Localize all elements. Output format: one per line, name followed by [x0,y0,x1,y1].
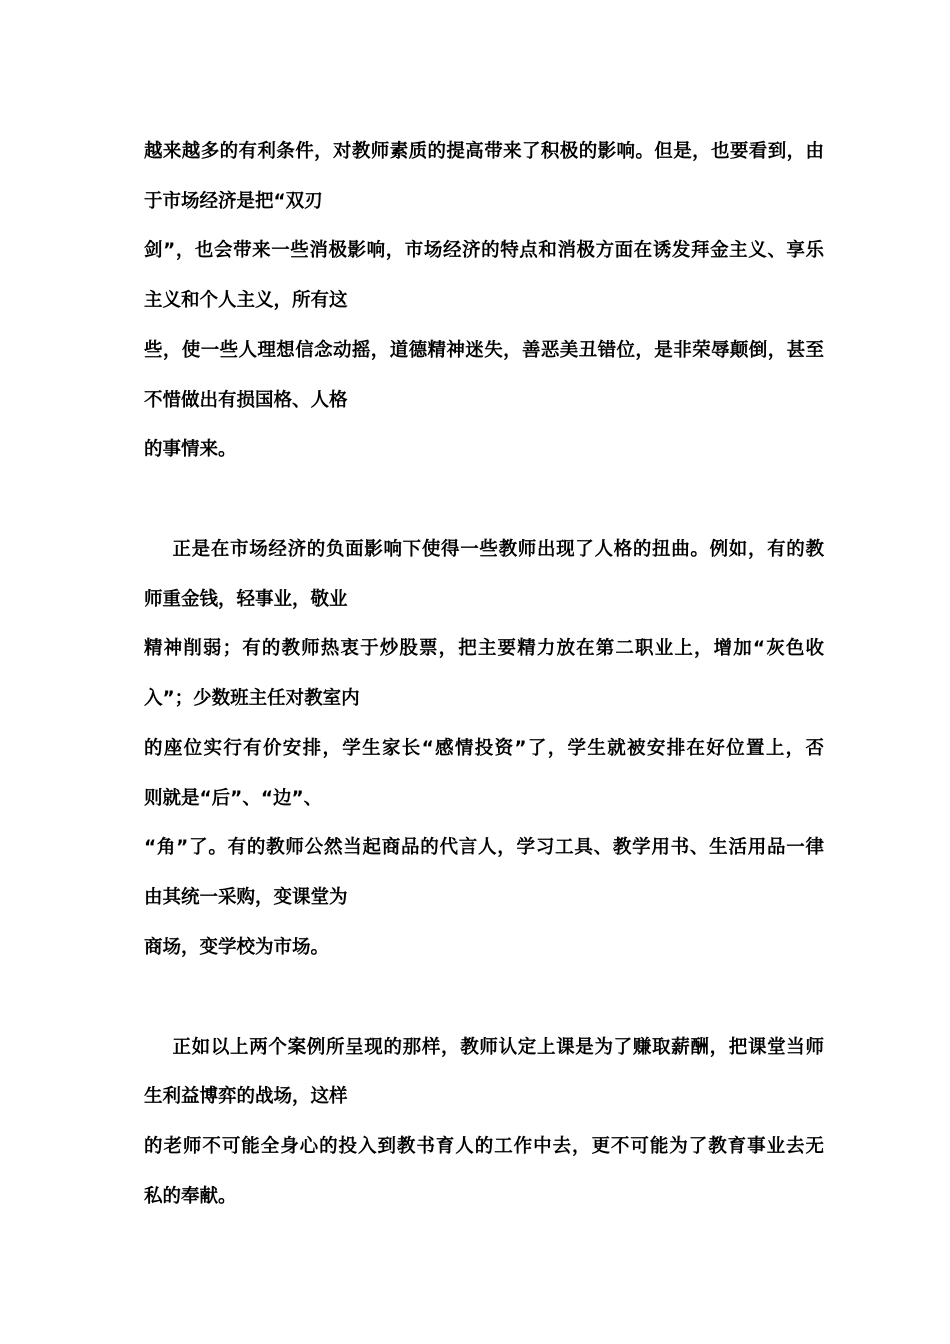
text-line: 的老师不可能全身心的投入到教书育人的工作中去，更不可能为了教育事业去无 [144,1136,824,1157]
text-line: 私的奉献。 [144,1186,237,1207]
text-line: 于市场经济是把“双刃 [144,191,323,212]
text-line: 越来越多的有利条件，对教师素质的提高带来了积极的影响。但是，也要看到，由 [144,141,824,162]
text-line: 些，使一些人理想信念动摇，道德精神迷失，善恶美丑错位，是非荣辱颠倒，甚至 [144,340,824,361]
text-line: 的事情来。 [144,439,237,460]
text-line: 商场，变学校为市场。 [144,937,330,958]
text-line: 则就是“后”、“边”、 [144,788,323,809]
text-line: 入”；少数班主任对教室内 [144,688,360,709]
text-line: “角”了。有的教师公然当起商品的代言人，学习工具、教学用书、生活用品一律 [144,837,824,858]
text-line: 主义和个人主义，所有这 [144,290,348,311]
text-line: 正如以上两个案例所呈现的那样，教师认定上课是为了赚取薪酬，把课堂当师 [144,1037,824,1058]
text-line: 师重金钱，轻事业，敬业 [144,589,348,610]
text-line: 不惜做出有损国格、人格 [144,390,348,411]
text-line: 剑”，也会带来一些消极影响，市场经济的特点和消极方面在诱发拜金主义、享乐 [144,240,824,261]
text-line: 正是在市场经济的负面影响下使得一些教师出现了人格的扭曲。例如，有的教 [144,539,824,560]
text-line: 的座位实行有价安排，学生家长“感情投资”了，学生就被安排在好位置上，否 [144,738,824,759]
text-line: 生利益博弈的战场，这样 [144,1086,348,1107]
text-line: 精神削弱；有的教师热衷于炒股票，把主要精力放在第二职业上，增加“灰色收 [144,638,824,659]
text-line: 由其统一采购，变课堂为 [144,887,348,908]
